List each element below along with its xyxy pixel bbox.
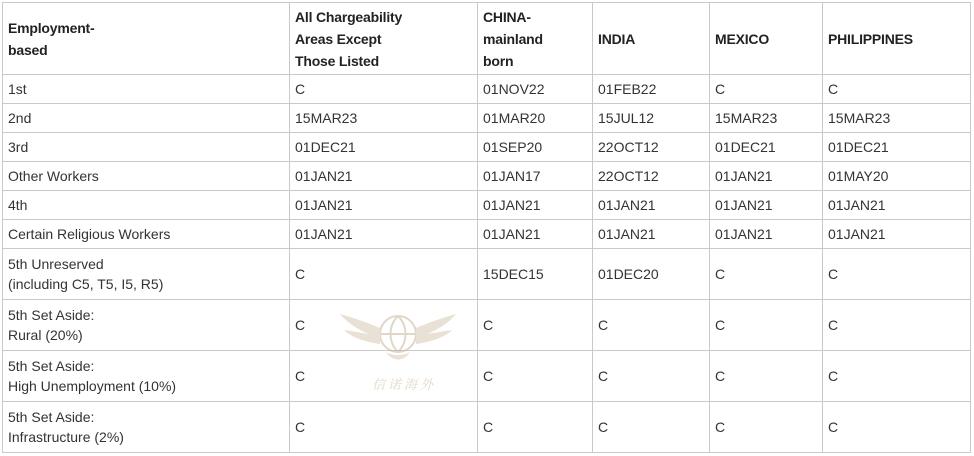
date-cell: 15MAR23 — [823, 104, 971, 133]
header-mexico: MEXICO — [710, 3, 823, 75]
category-cell: 3rd — [3, 133, 290, 162]
date-cell: 01JAN21 — [823, 191, 971, 220]
date-cell: C — [823, 402, 971, 453]
date-cell: C — [290, 300, 478, 351]
date-cell: 01SEP20 — [478, 133, 593, 162]
date-cell: 01JAN17 — [478, 162, 593, 191]
watermark-text: 信诺海外 — [371, 378, 436, 393]
date-cell: C — [710, 249, 823, 300]
date-cell: C — [823, 75, 971, 104]
header-philippines: PHILIPPINES — [823, 3, 971, 75]
visa-bulletin-table — [2, 2, 971, 453]
date-cell: 22OCT12 — [593, 162, 710, 191]
visa-bulletin-table-container — [2, 2, 971, 453]
table-row — [3, 191, 971, 220]
date-cell: 01DEC20 — [593, 249, 710, 300]
date-cell: C — [710, 351, 823, 402]
table-row — [3, 104, 971, 133]
category-cell: 5th Set Aside: High Unemployment (10%) — [3, 351, 290, 402]
category-cell: 5th Set Aside: Rural (20%) — [3, 300, 290, 351]
category-cell: 5th Unreserved (including C5, T5, I5, R5) — [3, 249, 290, 300]
date-cell: 01JAN21 — [710, 220, 823, 249]
date-cell: 01JAN21 — [710, 191, 823, 220]
date-cell: 15JUL12 — [593, 104, 710, 133]
date-cell: C — [290, 75, 478, 104]
date-cell: 15MAR23 — [710, 104, 823, 133]
table-row — [3, 162, 971, 191]
date-cell: 01MAY20 — [823, 162, 971, 191]
date-cell: 15MAR23 — [290, 104, 478, 133]
date-cell: C — [823, 300, 971, 351]
header-row — [3, 3, 971, 75]
table-row — [3, 220, 971, 249]
date-cell: 01DEC21 — [290, 133, 478, 162]
date-cell: 01JAN21 — [290, 220, 478, 249]
date-cell: 01FEB22 — [593, 75, 710, 104]
table-row — [3, 75, 971, 104]
date-cell: C — [478, 351, 593, 402]
date-cell: C — [290, 351, 478, 402]
date-cell: C — [710, 75, 823, 104]
table-row — [3, 300, 971, 351]
header-all-chargeability: All Chargeability Areas Except Those Listed — [290, 3, 478, 75]
table-row — [3, 351, 971, 402]
date-cell: C — [823, 351, 971, 402]
category-cell: 5th Set Aside: Infrastructure (2%) — [3, 402, 290, 453]
date-cell: 01JAN21 — [823, 220, 971, 249]
date-cell: C — [290, 402, 478, 453]
date-cell: C — [593, 402, 710, 453]
date-cell: 01JAN21 — [290, 191, 478, 220]
date-cell: C — [593, 351, 710, 402]
date-cell: 01NOV22 — [478, 75, 593, 104]
header-china: CHINA- mainland born — [478, 3, 593, 75]
category-cell: 4th — [3, 191, 290, 220]
category-cell: Other Workers — [3, 162, 290, 191]
date-cell: 01JAN21 — [478, 220, 593, 249]
date-cell: C — [478, 402, 593, 453]
category-cell: 1st — [3, 75, 290, 104]
date-cell: 01DEC21 — [823, 133, 971, 162]
date-cell: C — [710, 300, 823, 351]
date-cell: 22OCT12 — [593, 133, 710, 162]
category-cell: Certain Religious Workers — [3, 220, 290, 249]
date-cell: C — [290, 249, 478, 300]
header-employment-based: Employment- based — [3, 3, 290, 75]
date-cell: C — [823, 249, 971, 300]
date-cell: C — [593, 300, 710, 351]
header-india: INDIA — [593, 3, 710, 75]
date-cell: 15DEC15 — [478, 249, 593, 300]
date-cell: 01JAN21 — [290, 162, 478, 191]
date-cell: 01JAN21 — [593, 220, 710, 249]
table-row — [3, 249, 971, 300]
date-cell: 01MAR20 — [478, 104, 593, 133]
table-row — [3, 402, 971, 453]
date-cell: C — [478, 300, 593, 351]
date-cell: 01JAN21 — [710, 162, 823, 191]
date-cell: 01JAN21 — [593, 191, 710, 220]
date-cell: 01JAN21 — [478, 191, 593, 220]
date-cell: C — [710, 402, 823, 453]
date-cell: 01DEC21 — [710, 133, 823, 162]
category-cell: 2nd — [3, 104, 290, 133]
table-row — [3, 133, 971, 162]
